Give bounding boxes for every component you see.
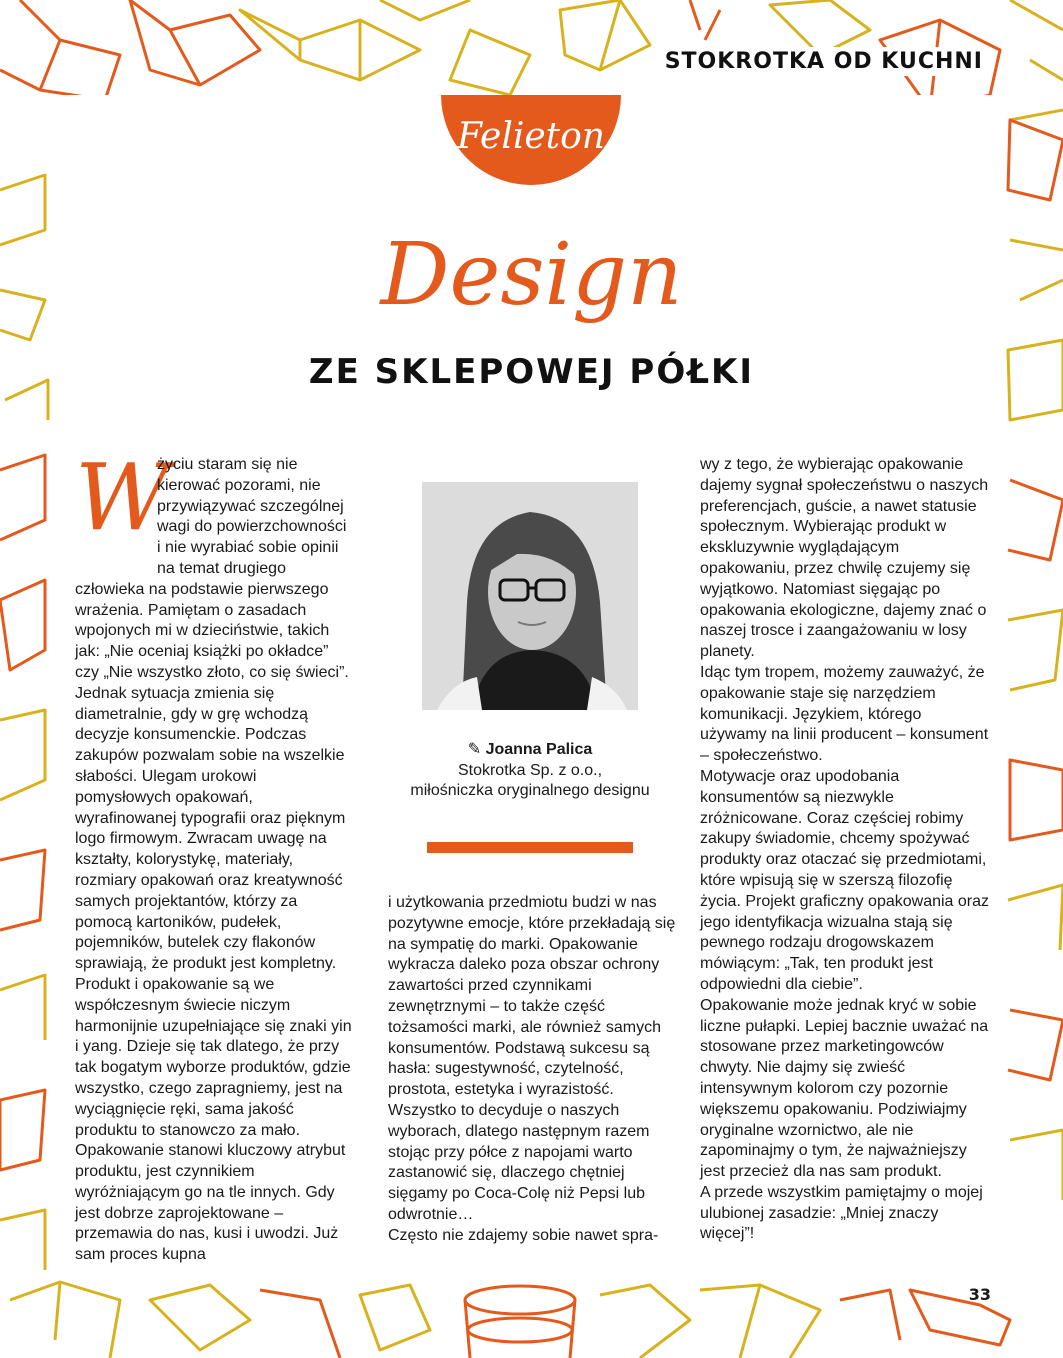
- article-column-right: [700, 455, 990, 1245]
- dropcap: W: [75, 444, 170, 551]
- author-company: Stokrotka Sp. z o.o.,: [457, 761, 603, 779]
- article-subtitle: ZE SKLEPOWEJ PÓŁKI: [308, 352, 755, 392]
- paragraph: Motywacje oraz upodobania konsumentów są niezwykle zróżnicowane. Coraz częściej robimy zakupy świadomie, chcemy spożywać produkty oraz otaczać się przedmiotami, które wpisują się w szerszą filozofię życia. Projekt graficzny opakowania oraz jego identyfikacja wizualna stają się pewnego rodzaju drogowskazem mówiącym: „Tak, ten produkt jest odpowiedni dla ciebie”.: [700, 767, 990, 993]
- paragraph: wy z tego, że wybierając opakowanie dajemy sygnał społeczeństwu o naszych preferencjach, guście, a nawet statusie społecznym. Wybierając produkt w ekskluzywnie wyglądającym opakowaniu, przez chwilę czujemy się wyjątkowo. Natomiast sięgając po opakowania ekologiczne, dajemy znać o naszej trosce i zaangażowaniu w losy planety.: [700, 456, 989, 661]
- badge-label: Felieton: [457, 115, 605, 157]
- paragraph: i użytkowania przedmiotu budzi w nas pozytywne emocje, które przekładają się na sympatię do marki. Opakowanie wykracza daleko poza obszar ochrony zawartości przed czynnikami zewnętrznymi – to także część tożsamości marki, ale również samych konsumentów. Podstawą sukcesu są hasła: sugestywność, czytelność, prostota, estetyka i wyrazistość. Wszystko to decyduje o naszych wyborach, dlatego następnym razem stojąc przy półce z napojami warto zastanowić się, dlaczego chętniej sięgamy po Coca-Colę niż Pepsi lub odwrotnie…: [388, 894, 676, 1223]
- paragraph: Opakowanie może jednak kryć w sobie liczne pułapki. Lepiej bacznie uważać na stosowane przez marketingowców chwyty. Nie dajmy się zwieść intensywnym kolorom czy pozornie większemu opakowaniu. Podziwiajmy oryginalne wzornictwo, ale nie zapominajmy o tym, że najważniejszy jest przecież dla nas sam produkt.: [700, 996, 989, 1181]
- paragraph: Produkt i opakowanie są we współczesnym świecie niczym harmonijnie uzupełniające się znaki yin i yang. Dzieje się tak dlatego, że przy tak bogatym wyborze produktów, gdzie wszystko, czego zapragniemy, jest na wyciągnięcie ręki, sama jakość produktu to stanowczo za mało. Opakowanie stanowi kluczowy atrybut produktu, jest czynnikiem wyróżniającym go na tle innych. Gdy jest dobrze zaprojektowane – przemawia do nas, kusi i uwodzi. Już sam proces kupna: [75, 975, 352, 1264]
- author-name: Joanna Palica: [485, 741, 593, 758]
- article-column-middle: [388, 893, 678, 1247]
- paragraph: Często nie zdajemy sobie nawet spra-: [388, 1226, 659, 1244]
- paragraph: Idąc tym tropem, możemy zauważyć, że opakowanie staje się narzędziem komunikacji. Językiem, którego używamy na linii producent – konsument – społeczeństwo.: [700, 663, 989, 765]
- section-label: STOKROTKA OD KUCHNI: [659, 47, 989, 76]
- author-role: miłośniczka oryginalnego designu: [410, 782, 650, 799]
- divider-bar: [427, 842, 633, 853]
- pen-icon: ✎: [467, 741, 482, 758]
- article-title: Design: [380, 225, 683, 325]
- page-number: 33: [968, 1285, 991, 1304]
- article-column-left: [75, 444, 353, 1266]
- paragraph: życiu staram się nie kierować pozorami, nie przywiązywać szczególnej wagi do powierzchowności i nie wyrabiać sobie opinii na temat drugiego człowieka na podstawie pierwszego wrażenia. Pamiętam o zasadach wpojonych mi w dzieciństwie, takich jak: „Nie oceniaj książki po okładce” czy „Nie wszystko złoto, co się świeci”. Jednak sytuacja zmienia się diametralnie, gdy w grę wchodzą decyzje konsumenckie. Podczas zakupów pozwalam sobie na wszelkie słabości. Ulegam urokowi pomysłowych opakowań, wyrafinowanej typografii oraz pięknym logo firmowym. Zwracam uwagę na kształty, kolorystykę, materiały, rozmiary opakowań oraz kreatywność samych projektantów, którzy za pomocą kartoników, pudełek, pojemników, butelek czy flakonów sprawiają, że produkt jest kompletny.: [75, 456, 349, 973]
- paragraph: A przede wszystkim pamiętajmy o mojej ulubionej zasadzie: „Mniej znaczy więcej”!: [700, 1183, 983, 1243]
- author-credit: [410, 740, 650, 802]
- author-photo: [422, 482, 638, 710]
